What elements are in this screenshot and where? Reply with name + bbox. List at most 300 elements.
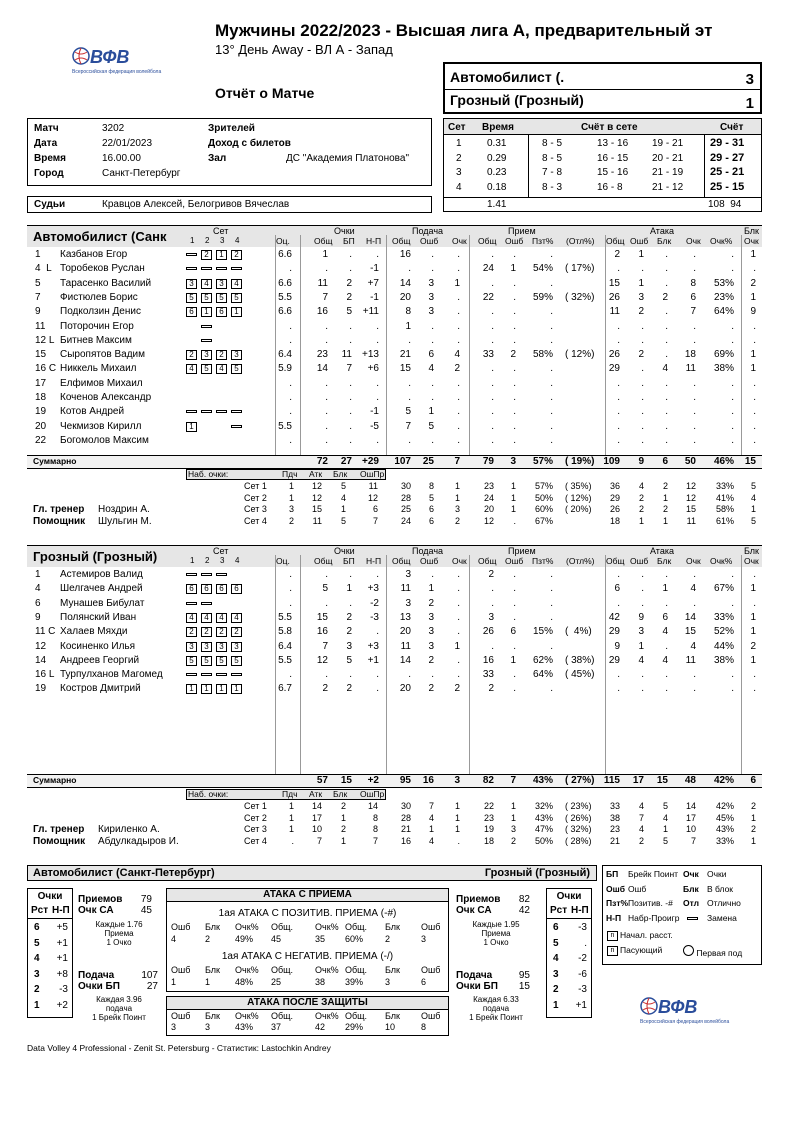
rotation-points: -6 [578, 968, 587, 980]
stat-s_pts: . [457, 669, 460, 681]
stat-s_err: . [431, 392, 434, 403]
attack-col-header: Ошб [421, 965, 441, 975]
stat-p_np: -3 [370, 611, 379, 623]
set-stat-a_blk: 2 [662, 504, 668, 515]
set-stat-r_exc: ( 12%) [565, 492, 592, 503]
player-number: 11 C [35, 626, 56, 638]
stat-r_pos: . [550, 597, 553, 609]
stat-p_bp: 2 [346, 277, 352, 289]
set-stat-a_tot: 26 [609, 504, 620, 515]
stat-r_tot: . [491, 249, 494, 260]
player-number: 1 [35, 569, 41, 580]
summary-s_tot: 107 [394, 456, 411, 467]
attack-col-header: Очк% [235, 1011, 259, 1021]
stat-r_tot: 16 [482, 654, 494, 666]
set-stat-s_pts: 2 [454, 515, 460, 526]
stat-oc: 6.4 [278, 349, 292, 361]
set-stat-s_pts: . [457, 835, 460, 846]
stat-b_pts: 2 [750, 277, 756, 289]
starting-position: 4 [231, 279, 242, 289]
per-set-header: ОшПр [360, 789, 385, 799]
stat-a_blk: . [665, 434, 668, 446]
starting-position: 2 [186, 350, 197, 360]
stat-p_tot: . [325, 597, 328, 609]
stat-r_pos: . [550, 420, 553, 432]
set-label: Сет 4 [244, 515, 267, 526]
player-name: Котов Андрей [60, 406, 125, 418]
attack-col-header: Очк% [235, 965, 259, 975]
set-attack-pts: 12 [311, 481, 322, 491]
stat-a_tot: 2 [614, 249, 620, 260]
set-stat-r_tot: 23 [483, 812, 494, 823]
legend-key: Отл [683, 898, 700, 908]
summary-s_tot: 95 [399, 775, 411, 786]
stat-p_bp: 1 [346, 583, 352, 595]
stat-p_tot: . [325, 434, 328, 446]
stat-a_err: . [641, 363, 644, 375]
stat-a_err: . [641, 320, 644, 332]
player-number: 19 [35, 683, 47, 695]
stat-b_pts: . [753, 334, 756, 346]
stat-a_pct: . [731, 392, 734, 403]
set-stat-a_err: 4 [638, 824, 644, 835]
stat-a_err: . [641, 263, 644, 275]
set-stat-s_tot: 30 [400, 801, 411, 811]
away-team-name: Грозный (Грозный) [450, 92, 584, 108]
stat-s_tot: 16 [399, 249, 411, 260]
stat-s_err: 3 [428, 626, 434, 638]
starting-position: 2 [231, 250, 242, 260]
stat-s_err: 6 [428, 349, 434, 361]
rotation-number: 5 [553, 937, 559, 949]
set-opp-errors: 8 [372, 812, 378, 823]
set-stat-s_err: 4 [428, 835, 434, 846]
stat-r_tot: . [491, 392, 494, 403]
match-number: 3202 [102, 123, 125, 134]
summary-a_err: 9 [638, 456, 644, 467]
legend-value: Позитив. -# [628, 898, 673, 908]
set-stat-a_tot: 23 [609, 824, 620, 835]
player-number: 16 C [35, 363, 57, 375]
stat-b_pts: 1 [750, 583, 756, 595]
player-name: Богомолов Максим [60, 434, 149, 446]
starting-position: 3 [201, 642, 212, 652]
stat-s_tot: 3 [405, 597, 411, 609]
stat-a_blk: . [665, 349, 668, 361]
stat-a_pts: 14 [684, 611, 696, 623]
attack-col-header: Ошб [421, 922, 441, 932]
set-stat-s_tot: 28 [400, 492, 411, 503]
stat-r_tot: 3 [488, 611, 494, 623]
away-serve-summary: Подача 95 Очки БП 15 Каждая 6.33 подача 1 Брейк Поинт [456, 970, 530, 1022]
col-subheader: Пзт% [532, 556, 554, 566]
set-stat-a_pct: 42% [715, 801, 734, 811]
set-stat-a_err: 1 [638, 515, 644, 526]
stat-p_np: . [376, 626, 379, 638]
set-partial-score: 20 - 21 [652, 152, 684, 164]
summary-p_bp: 15 [340, 775, 352, 786]
substitution-icon [186, 267, 197, 270]
stat-oc: 6.4 [278, 640, 292, 652]
stat-a_pct: . [731, 406, 734, 418]
player-number: 6 [35, 597, 41, 609]
col-subheader: Общ [478, 236, 497, 246]
stat-p_bp: 2 [346, 683, 352, 695]
stat-p_bp: . [349, 320, 352, 332]
starting-position: 5 [231, 656, 242, 666]
col-subheader: Н-П [366, 236, 382, 246]
set-number-header: 4 [235, 556, 240, 565]
summary-r_tot: 82 [482, 775, 494, 786]
stat-a_tot: . [617, 377, 620, 389]
stat-p_bp: . [349, 377, 352, 389]
summary-s_err: 25 [422, 456, 434, 467]
set-stat-a_pct: 61% [715, 515, 734, 526]
set-stat-b_pts: 1 [750, 504, 756, 515]
starting-position: 5 [186, 293, 197, 303]
stat-a_pct: 53% [713, 277, 734, 289]
stat-r_pos: . [550, 377, 553, 389]
stat-a_pct: . [731, 320, 734, 332]
stat-p_tot: . [325, 392, 328, 403]
stat-oc: 5.5 [278, 420, 292, 432]
summary-p_np: +29 [362, 456, 379, 467]
starting-position: 3 [186, 279, 197, 289]
stat-p_tot: . [325, 669, 328, 681]
stat-a_tot: 9 [614, 640, 620, 652]
stat-r_err: . [513, 277, 516, 289]
stat-a_pct: 38% [713, 363, 734, 375]
per-set-header: Атк [309, 469, 323, 479]
stat-s_err: 3 [428, 640, 434, 652]
player-number: 9 [35, 306, 41, 318]
set-number-header: 2 [205, 556, 210, 565]
stat-p_tot: 1 [322, 249, 328, 260]
rotation-points: +8 [56, 968, 68, 980]
player-number: 7 [35, 291, 41, 303]
set-stat-a_tot: 38 [609, 812, 620, 823]
substitution-icon [201, 573, 212, 576]
player-number: 12 [35, 640, 47, 652]
rotation-points: +2 [56, 999, 68, 1011]
set-attack-pts: 11 [312, 515, 322, 526]
set-stat-r_pos: 57% [534, 481, 553, 491]
starting-position: 5 [231, 293, 242, 303]
stat-a_blk: . [665, 320, 668, 332]
set-stat-b_pts: 4 [750, 492, 756, 503]
rotation-number: 2 [553, 984, 559, 995]
stat-s_pts: . [457, 434, 460, 446]
stat-r_err: . [513, 363, 516, 375]
assistant-label: Помощник [33, 836, 86, 847]
stat-s_tot: 20 [399, 683, 411, 695]
stat-s_err: 1 [428, 583, 434, 595]
stat-b_pts: . [753, 377, 756, 389]
stat-p_np: . [376, 377, 379, 389]
stat-s_tot: 11 [400, 583, 411, 595]
col-subheader: Общ [392, 236, 411, 246]
starting-position: 6 [231, 584, 242, 594]
home-team-name: Автомобилист (. [450, 69, 565, 85]
col-header-set: Сет [213, 226, 229, 236]
stat-s_tot: 1 [405, 320, 411, 332]
set-stat-b_pts: 1 [750, 812, 756, 823]
stat-a_err: . [641, 597, 644, 609]
stat-a_pct: . [731, 597, 734, 609]
col-subheader: Очк [452, 556, 467, 566]
summary-b_pts: 15 [744, 456, 756, 467]
set-stat-a_err: 2 [638, 492, 644, 503]
stat-r_tot: . [491, 434, 494, 446]
stat-p_tot: 5 [322, 583, 328, 595]
substitution-icon [186, 410, 197, 413]
set-stat-r_exc: ( 32%) [565, 824, 592, 835]
set-stat-b_pts: 2 [750, 801, 756, 811]
attack-col-header: Очк% [315, 922, 339, 932]
legend-key: Н-П [606, 912, 622, 923]
set-duration: 0.18 [487, 181, 507, 193]
attack-col-header: Общ. [271, 1011, 294, 1021]
stat-b_pts: 1 [750, 249, 756, 260]
starting-position: 5 [231, 364, 242, 374]
stat-r_err: . [513, 306, 516, 318]
stat-p_bp: 2 [346, 626, 352, 638]
stat-s_err: 4 [428, 363, 434, 375]
stat-p_np: +3 [367, 640, 379, 652]
set-stat-r_err: 1 [510, 481, 516, 491]
stat-a_tot: 29 [608, 654, 620, 666]
stat-p_tot: . [325, 377, 328, 389]
stat-a_tot: . [617, 334, 620, 346]
summary-a_pts: 48 [684, 775, 696, 786]
stat-r_err: . [513, 669, 516, 681]
legend-key: Ошб [606, 883, 625, 894]
stat-oc: . [289, 377, 292, 389]
stat-p_tot: 7 [322, 640, 328, 652]
starting-position: 2 [216, 627, 227, 637]
legend-value: Очки [707, 869, 727, 879]
rotation-number: 2 [34, 984, 40, 995]
stat-a_pts: 8 [690, 277, 696, 289]
col-header-block: Блк [744, 226, 759, 236]
stat-a_err: . [641, 420, 644, 432]
stat-a_pct: 33% [713, 611, 734, 623]
stat-a_pts: 4 [690, 583, 696, 595]
set-stat-r_tot: 24 [483, 492, 494, 503]
attack-col-header: Общ. [271, 965, 294, 975]
attack-col-header: Очк% [315, 1011, 339, 1021]
stat-a_pts: . [693, 334, 696, 346]
substitution-icon [201, 602, 212, 605]
player-number: 11 [35, 320, 46, 332]
stat-s_err: 5 [428, 420, 434, 432]
col-header-attack: Атака [650, 226, 674, 236]
substitution-icon [186, 602, 197, 605]
starting-position: 1 [231, 307, 242, 317]
stat-r_tot: 26 [482, 626, 494, 638]
attack-value: 1 [205, 977, 211, 987]
assistant-label: Помощник [33, 516, 86, 527]
stat-r_exc: ( 17%) [565, 263, 595, 275]
stat-a_blk: 1 [662, 583, 668, 595]
stat-r_tot: . [491, 583, 494, 595]
stat-oc: . [289, 406, 292, 418]
stat-p_np: +11 [362, 306, 379, 318]
stat-r_err: . [513, 420, 516, 432]
stat-b_pts: . [753, 392, 756, 403]
coach-name: Ноздрин А. [98, 504, 150, 515]
rotation-number: 1 [34, 999, 40, 1011]
attack-col-header: Ошб [421, 1011, 441, 1021]
attack-value: 35 [315, 934, 326, 944]
summary-a_tot: 109 [603, 456, 620, 467]
stat-p_bp: . [349, 420, 352, 432]
stat-r_tot: . [491, 406, 494, 418]
summary-label: Суммарно [33, 775, 77, 785]
player-name: Фистюлев Борис [60, 291, 138, 303]
stat-s_tot: . [408, 434, 411, 446]
stat-r_pos: 15% [532, 626, 553, 638]
starting-position: 2 [201, 250, 212, 260]
stat-a_pct: . [731, 334, 734, 346]
stat-a_tot: 26 [608, 291, 620, 303]
set-stat-a_blk: 2 [662, 481, 668, 491]
set-label: Сет 3 [244, 504, 267, 515]
set-label: Сет 2 [244, 492, 267, 503]
stat-s_err: . [431, 434, 434, 446]
away-rotation-box: Очки Рст Н-П 6 -3 5 . 4 -2 3 -6 2 -3 1 +1 [546, 888, 592, 1018]
set-stat-s_err: 4 [428, 812, 434, 823]
player-name: Косиненко Илья [60, 640, 136, 652]
set-number-header: 3 [220, 236, 225, 245]
summary-r_exc: ( 19%) [565, 456, 595, 467]
legend-value: Ошб [628, 883, 647, 894]
stat-b_pts: . [753, 434, 756, 446]
set-number-header: 1 [190, 236, 195, 245]
col-subheader: Ошб [420, 236, 439, 246]
player-number: 5 [35, 277, 41, 289]
stat-a_err: 2 [638, 306, 644, 318]
set-stat-s_err: 8 [428, 481, 434, 491]
starting-position: 4 [231, 613, 242, 623]
starting-position: 5 [216, 293, 227, 303]
col-subheader: Блк [657, 236, 672, 246]
per-set-header: Блк [333, 789, 348, 799]
set-partial-score: 15 - 16 [597, 167, 629, 178]
stat-a_blk: . [665, 392, 668, 403]
stat-s_pts: 4 [454, 349, 460, 361]
substitution-icon [201, 267, 212, 270]
stat-r_exc: ( 32%) [565, 291, 595, 303]
col-subheader: Блк [657, 556, 672, 566]
set-stat-s_tot: 24 [400, 515, 411, 526]
stat-b_pts: . [753, 669, 756, 681]
set-final-score: 25 - 21 [710, 166, 745, 178]
legend-value: Брейк Поинт [628, 869, 679, 879]
stat-a_pts: 15 [684, 626, 696, 638]
per-set-header: Блк [333, 469, 348, 479]
set-serve-pts: 2 [288, 515, 294, 526]
col-subheader: Общ [314, 556, 333, 566]
summary-a_blk: 15 [656, 775, 668, 786]
substitution-icon [201, 410, 212, 413]
page-subtitle: 13° День Away - ВЛ А - Запад [215, 42, 393, 57]
set-stat-b_pts: 5 [750, 481, 756, 491]
substitution-icon [216, 410, 227, 413]
away-sets-won: 1 [745, 95, 754, 112]
stat-a_blk: . [665, 249, 668, 260]
summary-a_pct: 46% [713, 456, 734, 467]
match-hall: ДС "Академия Платонова" [286, 153, 409, 164]
match-date: 22/01/2023 [102, 138, 153, 149]
stat-a_err: . [641, 377, 644, 389]
stat-r_pos: . [550, 406, 553, 418]
stat-b_pts: 1 [750, 349, 756, 361]
set-stat-r_err: 1 [510, 801, 516, 811]
assistant-name: Шульгин М. [98, 516, 152, 527]
stat-p_bp: . [349, 569, 352, 580]
stat-b_pts: . [753, 683, 756, 695]
attack-value: 42 [315, 1022, 326, 1032]
summary-r_err: 7 [510, 775, 516, 786]
starting-position: 3 [216, 279, 227, 289]
stat-s_err: . [431, 569, 434, 580]
stat-a_tot: 26 [608, 349, 620, 361]
set-stat-s_pts: 1 [454, 492, 460, 503]
set-stat-r_pos: 50% [534, 835, 553, 846]
stat-p_tot: 15 [316, 611, 328, 623]
stat-r_err: . [513, 597, 516, 609]
set-stat-a_pct: 41% [715, 492, 734, 503]
stat-a_err: . [641, 583, 644, 595]
stat-r_pos: 59% [532, 291, 553, 303]
stat-r_pos: . [550, 569, 553, 580]
stat-a_tot: . [617, 683, 620, 695]
home-rotation-box: Очки Рст Н-П 6 +5 5 +1 4 +1 3 +8 2 -3 1 +2 [27, 888, 73, 1018]
stat-r_err: . [513, 334, 516, 346]
col-subheader: Общ [606, 556, 625, 566]
stat-b_pts: 9 [750, 306, 756, 318]
attack-col-header: Блк [385, 965, 400, 975]
stat-r_pos: . [550, 306, 553, 318]
col-header-rating: Оц. [276, 236, 290, 246]
rotation-points: -3 [578, 922, 587, 933]
player-number: 19 [35, 406, 47, 418]
legend-value: Отлично [707, 898, 741, 908]
stat-a_pts: . [693, 569, 696, 580]
stat-r_tot: . [491, 377, 494, 389]
stat-r_err: . [513, 249, 516, 260]
stat-p_tot: 11 [317, 277, 328, 289]
set-block-pts: 5 [340, 481, 346, 491]
stat-a_blk: . [665, 406, 668, 418]
starting-position: 3 [186, 642, 197, 652]
attack-col-header: Очк% [315, 965, 339, 975]
attack-col-header: Блк [205, 1011, 220, 1021]
per-set-label: Наб. очки: [188, 469, 229, 479]
attack-col-header: Блк [205, 922, 220, 932]
vfv-logo: ВФВ Всероссийская федерация волейбола [72, 47, 162, 75]
set-stat-a_pts: 15 [685, 504, 696, 515]
stat-oc: . [289, 583, 292, 595]
set-duration: 0.29 [487, 152, 507, 164]
stat-a_tot: . [617, 434, 620, 446]
stat-s_pts: . [457, 306, 460, 318]
player-number: 4 L [35, 263, 52, 275]
set-stat-r_err: 1 [510, 492, 516, 503]
starting-position: 4 [216, 613, 227, 623]
col-subheader: Общ [606, 236, 625, 246]
